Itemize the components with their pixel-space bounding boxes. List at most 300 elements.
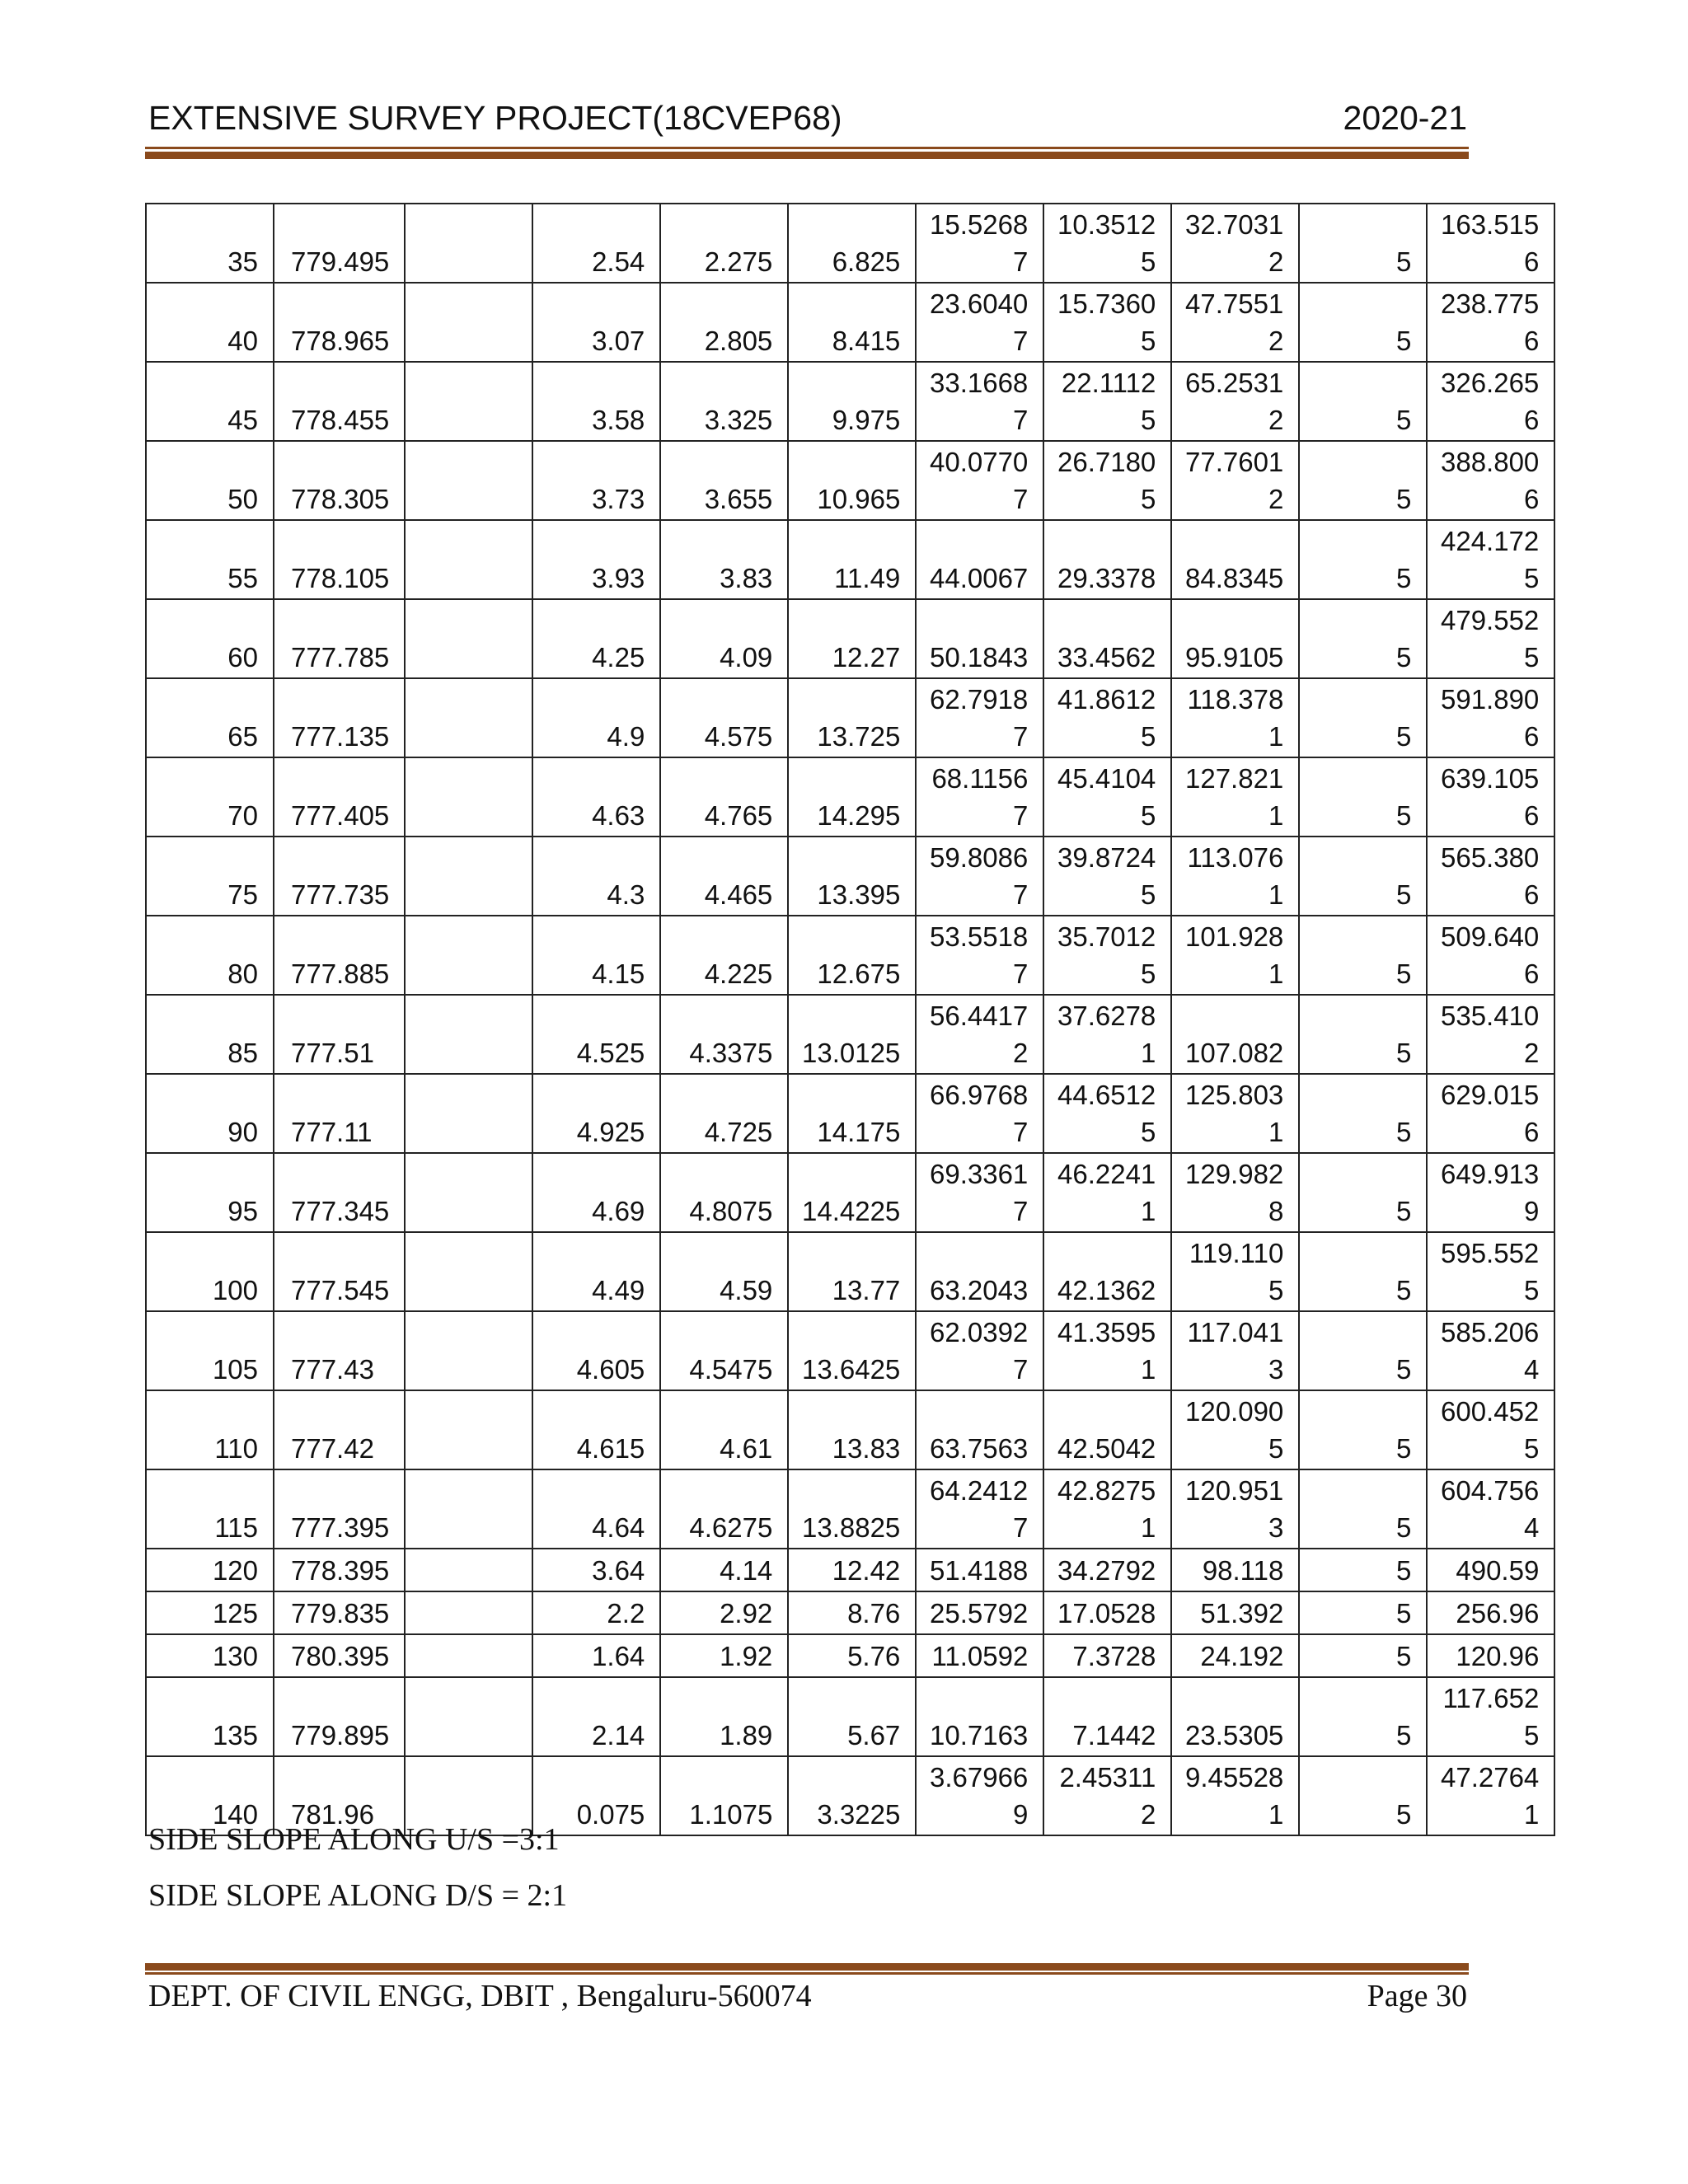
table-cell: 10.7163 bbox=[916, 1677, 1043, 1756]
table-cell: 777.785 bbox=[274, 599, 405, 678]
cell-text-line2: 1 bbox=[1268, 800, 1284, 831]
table-cell: 5 bbox=[1299, 1756, 1427, 1835]
table-cell bbox=[405, 1549, 532, 1591]
table-cell bbox=[916, 995, 1043, 1074]
table-cell: 70 bbox=[146, 757, 274, 837]
cell-text-line2: 2 bbox=[1140, 1799, 1156, 1830]
cell-text-line2: 5 bbox=[1523, 563, 1540, 593]
table-cell bbox=[1043, 1074, 1171, 1153]
cell-text-line2: 7 bbox=[1012, 405, 1029, 435]
table-cell: 1.89 bbox=[660, 1677, 788, 1756]
table-cell bbox=[1427, 204, 1554, 283]
cell-text-line2: 5 bbox=[1268, 1275, 1284, 1305]
cell-text-line2: 5 bbox=[1140, 721, 1156, 752]
cell-text-line1: 125.803 bbox=[1185, 1080, 1284, 1110]
table-cell: 5 bbox=[1299, 1153, 1427, 1232]
table-cell: 12.675 bbox=[788, 916, 916, 995]
table-cell: 778.305 bbox=[274, 441, 405, 520]
table-cell bbox=[916, 1756, 1043, 1835]
footer-department: DEPT. OF CIVIL ENGG, DBIT , Bengaluru-560074 bbox=[148, 1979, 812, 2013]
table-cell: 100 bbox=[146, 1232, 274, 1311]
table-cell bbox=[405, 916, 532, 995]
table-cell bbox=[1427, 1074, 1554, 1153]
table-cell: 256.96 bbox=[1427, 1591, 1554, 1634]
table-cell bbox=[405, 1677, 532, 1756]
table-cell bbox=[916, 204, 1043, 283]
table-cell: 12.27 bbox=[788, 599, 916, 678]
table-cell: 4.8075 bbox=[660, 1153, 788, 1232]
table-cell: 5 bbox=[1299, 1549, 1427, 1591]
table-cell: 1.92 bbox=[660, 1634, 788, 1677]
table-cell: 85 bbox=[146, 995, 274, 1074]
cell-text-line1: 10.3512 bbox=[1057, 209, 1156, 240]
table-cell bbox=[1427, 1153, 1554, 1232]
cell-text-line2: 1 bbox=[1268, 1799, 1284, 1830]
table-cell: 2.805 bbox=[660, 283, 788, 362]
table-cell bbox=[1427, 362, 1554, 441]
cell-text-line2: 2 bbox=[1523, 1038, 1540, 1068]
cell-text-line1: 127.821 bbox=[1185, 763, 1284, 794]
table-cell: 3.325 bbox=[660, 362, 788, 441]
cell-text-line2: 5 bbox=[1523, 1720, 1540, 1750]
table-cell: 3.07 bbox=[532, 283, 660, 362]
table-cell: 3.93 bbox=[532, 520, 660, 599]
cell-text-line1: 66.9768 bbox=[930, 1080, 1029, 1110]
table-cell: 2.275 bbox=[660, 204, 788, 283]
cell-text-line1: 3.67966 bbox=[930, 1762, 1029, 1793]
table-cell: 777.51 bbox=[274, 995, 405, 1074]
table-cell bbox=[405, 362, 532, 441]
table-cell: 4.14 bbox=[660, 1549, 788, 1591]
table-cell: 5 bbox=[1299, 1634, 1427, 1677]
table-cell: 120 bbox=[146, 1549, 274, 1591]
table-cell bbox=[1427, 1756, 1554, 1835]
table-cell bbox=[1427, 1469, 1554, 1549]
table-cell: 779.495 bbox=[274, 204, 405, 283]
table-cell: 2.2 bbox=[532, 1591, 660, 1634]
table-cell: 80 bbox=[146, 916, 274, 995]
cell-text-line2: 2 bbox=[1268, 246, 1284, 277]
cell-text-line1: 44.6512 bbox=[1057, 1080, 1156, 1110]
table-cell: 7.1442 bbox=[1043, 1677, 1171, 1756]
cell-text-line2: 7 bbox=[1012, 1512, 1029, 1543]
table-cell: 2.54 bbox=[532, 204, 660, 283]
table-row bbox=[146, 837, 1554, 916]
table-cell: 777.43 bbox=[274, 1311, 405, 1390]
table-cell bbox=[405, 520, 532, 599]
cell-text-line1: 47.2764 bbox=[1441, 1762, 1540, 1793]
cell-text-line2: 2 bbox=[1268, 405, 1284, 435]
table-row bbox=[146, 283, 1554, 362]
table-cell: 5 bbox=[1299, 1591, 1427, 1634]
table-cell bbox=[1043, 1311, 1171, 1390]
table-cell: 5 bbox=[1299, 520, 1427, 599]
table-cell bbox=[1171, 1469, 1299, 1549]
table-cell bbox=[1427, 599, 1554, 678]
cell-text-line2: 1 bbox=[1140, 1512, 1156, 1543]
table-cell: 98.118 bbox=[1171, 1549, 1299, 1591]
table-row bbox=[146, 599, 1554, 678]
table-cell bbox=[1427, 757, 1554, 837]
table-row bbox=[146, 1677, 1554, 1756]
table-cell: 95.9105 bbox=[1171, 599, 1299, 678]
cell-text-line2: 4 bbox=[1523, 1512, 1540, 1543]
table-cell: 51.392 bbox=[1171, 1591, 1299, 1634]
table-cell: 3.73 bbox=[532, 441, 660, 520]
table-cell: 777.395 bbox=[274, 1469, 405, 1549]
table-cell: 0.075 bbox=[532, 1756, 660, 1835]
table-cell bbox=[1171, 1232, 1299, 1311]
table-row bbox=[146, 1469, 1554, 1549]
table-cell bbox=[916, 1311, 1043, 1390]
cell-text-line1: 2.45311 bbox=[1059, 1762, 1156, 1793]
cell-text-line2: 5 bbox=[1140, 405, 1156, 435]
table-row bbox=[146, 1591, 1554, 1634]
cell-text-line1: 509.640 bbox=[1441, 921, 1540, 952]
table-cell bbox=[405, 441, 532, 520]
cell-text-line2: 7 bbox=[1012, 1354, 1029, 1385]
table-row bbox=[146, 995, 1554, 1074]
table-cell: 4.3 bbox=[532, 837, 660, 916]
cell-text-line2: 1 bbox=[1268, 958, 1284, 989]
table-cell: 4.765 bbox=[660, 757, 788, 837]
table-cell: 4.575 bbox=[660, 678, 788, 757]
table-cell: 50 bbox=[146, 441, 274, 520]
table-cell: 42.5042 bbox=[1043, 1390, 1171, 1469]
table-cell bbox=[916, 916, 1043, 995]
cell-text-line2: 5 bbox=[1523, 1433, 1540, 1464]
table-cell: 44.0067 bbox=[916, 520, 1043, 599]
table-cell: 14.295 bbox=[788, 757, 916, 837]
table-cell: 107.082 bbox=[1171, 995, 1299, 1074]
footer-rule-thick bbox=[145, 1963, 1469, 1971]
table-cell bbox=[405, 1311, 532, 1390]
cell-text-line1: 62.0392 bbox=[930, 1317, 1029, 1347]
cell-text-line2: 7 bbox=[1012, 326, 1029, 356]
cell-text-line1: 639.105 bbox=[1441, 763, 1540, 794]
table-cell bbox=[1043, 441, 1171, 520]
table-cell: 45 bbox=[146, 362, 274, 441]
table-cell: 7.3728 bbox=[1043, 1634, 1171, 1677]
table-cell: 777.545 bbox=[274, 1232, 405, 1311]
table-cell: 3.64 bbox=[532, 1549, 660, 1591]
table-cell: 6.825 bbox=[788, 204, 916, 283]
cell-text-line2: 3 bbox=[1268, 1354, 1284, 1385]
table-cell bbox=[1427, 520, 1554, 599]
table-cell: 51.4188 bbox=[916, 1549, 1043, 1591]
cell-text-line1: 585.206 bbox=[1441, 1317, 1540, 1347]
cell-text-line1: 118.378 bbox=[1187, 684, 1284, 715]
cell-text-line1: 37.6278 bbox=[1057, 1001, 1156, 1031]
table-cell bbox=[916, 1469, 1043, 1549]
cell-text-line1: 565.380 bbox=[1441, 842, 1540, 873]
table-cell: 1.1075 bbox=[660, 1756, 788, 1835]
table-cell: 5 bbox=[1299, 1677, 1427, 1756]
cell-text-line1: 595.552 bbox=[1441, 1238, 1540, 1268]
table-cell bbox=[1427, 995, 1554, 1074]
cell-text-line2: 1 bbox=[1268, 721, 1284, 752]
table-cell: 11.49 bbox=[788, 520, 916, 599]
cell-text-line2: 4 bbox=[1523, 1354, 1540, 1385]
table-cell: 4.61 bbox=[660, 1390, 788, 1469]
table-cell: 50.1843 bbox=[916, 599, 1043, 678]
cell-text-line1: 101.928 bbox=[1185, 921, 1284, 952]
cell-text-line1: 42.8275 bbox=[1057, 1475, 1156, 1506]
cell-text-line1: 32.7031 bbox=[1185, 209, 1284, 240]
cell-text-line2: 3 bbox=[1268, 1512, 1284, 1543]
table-cell bbox=[1171, 204, 1299, 283]
cell-text-line1: 535.410 bbox=[1441, 1001, 1540, 1031]
table-cell bbox=[1171, 441, 1299, 520]
table-cell: 779.895 bbox=[274, 1677, 405, 1756]
table-row bbox=[146, 204, 1554, 283]
header-rule-thin bbox=[145, 147, 1469, 149]
table-cell: 3.58 bbox=[532, 362, 660, 441]
table-cell: 5 bbox=[1299, 362, 1427, 441]
table-cell bbox=[405, 1153, 532, 1232]
cell-text-line1: 26.7180 bbox=[1057, 447, 1156, 477]
table-cell: 3.3225 bbox=[788, 1756, 916, 1835]
us-slope-note: SIDE SLOPE ALONG U/S =3:1 bbox=[148, 1822, 560, 1857]
table-cell bbox=[1043, 362, 1171, 441]
cell-text-line2: 2 bbox=[1012, 1038, 1029, 1068]
cell-text-line1: 479.552 bbox=[1441, 605, 1540, 635]
table-cell bbox=[1171, 1074, 1299, 1153]
table-cell bbox=[1171, 757, 1299, 837]
table-cell: 125 bbox=[146, 1591, 274, 1634]
table-cell bbox=[916, 1074, 1043, 1153]
table-cell: 4.49 bbox=[532, 1232, 660, 1311]
table-cell bbox=[1043, 1153, 1171, 1232]
cell-text-line1: 59.8086 bbox=[930, 842, 1029, 873]
cell-text-line2: 1 bbox=[1140, 1354, 1156, 1385]
cell-text-line1: 64.2412 bbox=[930, 1475, 1029, 1506]
cell-text-line2: 6 bbox=[1523, 484, 1540, 514]
table-cell: 4.59 bbox=[660, 1232, 788, 1311]
table-cell bbox=[1043, 916, 1171, 995]
cell-text-line2: 9 bbox=[1523, 1196, 1540, 1226]
table-cell: 63.7563 bbox=[916, 1390, 1043, 1469]
table-row bbox=[146, 1390, 1554, 1469]
cell-text-line1: 39.8724 bbox=[1057, 842, 1156, 873]
cell-text-line2: 1 bbox=[1523, 1799, 1540, 1830]
table-cell: 90 bbox=[146, 1074, 274, 1153]
table-cell: 2.14 bbox=[532, 1677, 660, 1756]
table-cell: 13.395 bbox=[788, 837, 916, 916]
table-cell: 25.5792 bbox=[916, 1591, 1043, 1634]
table-cell bbox=[405, 678, 532, 757]
table-cell: 4.6275 bbox=[660, 1469, 788, 1549]
table-cell: 13.0125 bbox=[788, 995, 916, 1074]
table-cell bbox=[916, 362, 1043, 441]
table-cell: 781.96 bbox=[274, 1756, 405, 1835]
table-cell bbox=[405, 1232, 532, 1311]
table-cell bbox=[1043, 678, 1171, 757]
table-cell: 4.615 bbox=[532, 1390, 660, 1469]
table-cell: 5.76 bbox=[788, 1634, 916, 1677]
table-cell bbox=[1427, 1232, 1554, 1311]
table-row bbox=[146, 916, 1554, 995]
cell-text-line1: 65.2531 bbox=[1185, 368, 1284, 398]
cell-text-line2: 7 bbox=[1012, 1196, 1029, 1226]
table-row bbox=[146, 1232, 1554, 1311]
table-cell: 34.2792 bbox=[1043, 1549, 1171, 1591]
table-cell bbox=[1427, 678, 1554, 757]
cell-text-line1: 62.7918 bbox=[930, 684, 1029, 715]
table-row bbox=[146, 1153, 1554, 1232]
table-cell: 140 bbox=[146, 1756, 274, 1835]
cell-text-line2: 7 bbox=[1012, 958, 1029, 989]
table-cell bbox=[1043, 1756, 1171, 1835]
table-cell: 4.25 bbox=[532, 599, 660, 678]
table-cell bbox=[405, 1074, 532, 1153]
cell-text-line2: 2 bbox=[1268, 484, 1284, 514]
table-cell: 2.92 bbox=[660, 1591, 788, 1634]
table-cell bbox=[1427, 1390, 1554, 1469]
table-row bbox=[146, 678, 1554, 757]
table-cell: 11.0592 bbox=[916, 1634, 1043, 1677]
cell-text-line1: 120.951 bbox=[1185, 1475, 1284, 1506]
table-cell bbox=[916, 678, 1043, 757]
table-cell bbox=[1427, 1311, 1554, 1390]
table-cell: 780.395 bbox=[274, 1634, 405, 1677]
cell-text-line1: 46.2241 bbox=[1057, 1159, 1156, 1189]
cell-text-line1: 56.4417 bbox=[930, 1001, 1029, 1031]
table-cell: 5 bbox=[1299, 1469, 1427, 1549]
table-cell: 778.395 bbox=[274, 1549, 405, 1591]
cell-text-line1: 41.3595 bbox=[1057, 1317, 1156, 1347]
table-row bbox=[146, 1311, 1554, 1390]
table-cell: 1.64 bbox=[532, 1634, 660, 1677]
table-cell bbox=[916, 1153, 1043, 1232]
table-cell: 75 bbox=[146, 837, 274, 916]
table-cell: 42.1362 bbox=[1043, 1232, 1171, 1311]
table-cell bbox=[916, 283, 1043, 362]
header-rule-thick bbox=[145, 152, 1469, 159]
table-row bbox=[146, 520, 1554, 599]
table-cell bbox=[1171, 283, 1299, 362]
table-cell: 8.76 bbox=[788, 1591, 916, 1634]
cell-text-line2: 5 bbox=[1268, 1433, 1284, 1464]
table-cell bbox=[405, 1591, 532, 1634]
table-cell: 5 bbox=[1299, 757, 1427, 837]
table-cell bbox=[1427, 441, 1554, 520]
cell-text-line1: 424.172 bbox=[1441, 526, 1540, 556]
header-title: EXTENSIVE SURVEY PROJECT(18CVEP68) bbox=[148, 99, 842, 137]
table-cell bbox=[1043, 1469, 1171, 1549]
cell-text-line1: 629.015 bbox=[1441, 1080, 1540, 1110]
cell-text-line2: 6 bbox=[1523, 1117, 1540, 1147]
table-body bbox=[146, 204, 1554, 1835]
cell-text-line1: 40.0770 bbox=[930, 447, 1029, 477]
table-cell: 490.59 bbox=[1427, 1549, 1554, 1591]
cell-text-line2: 7 bbox=[1012, 1117, 1029, 1147]
table-row bbox=[146, 441, 1554, 520]
table-cell bbox=[1427, 916, 1554, 995]
table-cell: 14.175 bbox=[788, 1074, 916, 1153]
table-cell: 60 bbox=[146, 599, 274, 678]
table-cell: 777.885 bbox=[274, 916, 405, 995]
table-cell: 10.965 bbox=[788, 441, 916, 520]
table-cell: 5 bbox=[1299, 1232, 1427, 1311]
table-cell: 5 bbox=[1299, 599, 1427, 678]
cell-text-line2: 6 bbox=[1523, 246, 1540, 277]
cell-text-line1: 163.515 bbox=[1441, 209, 1540, 240]
cell-text-line1: 591.890 bbox=[1441, 684, 1540, 715]
table-cell bbox=[405, 283, 532, 362]
table-cell: 778.105 bbox=[274, 520, 405, 599]
table-row bbox=[146, 1549, 1554, 1591]
cell-text-line1: 47.7551 bbox=[1185, 288, 1284, 319]
cell-text-line2: 1 bbox=[1268, 1117, 1284, 1147]
table-cell: 13.77 bbox=[788, 1232, 916, 1311]
cell-text-line1: 600.452 bbox=[1441, 1396, 1540, 1427]
table-cell: 5 bbox=[1299, 204, 1427, 283]
cell-text-line1: 77.7601 bbox=[1185, 447, 1284, 477]
table-cell: 5 bbox=[1299, 1390, 1427, 1469]
cell-text-line2: 8 bbox=[1268, 1196, 1284, 1226]
cell-text-line2: 5 bbox=[1140, 800, 1156, 831]
table-cell: 5.67 bbox=[788, 1677, 916, 1756]
table-cell bbox=[1171, 916, 1299, 995]
table-cell: 8.415 bbox=[788, 283, 916, 362]
cell-text-line1: 15.7360 bbox=[1057, 288, 1156, 319]
cell-text-line1: 33.1668 bbox=[930, 368, 1029, 398]
ds-slope-note: SIDE SLOPE ALONG D/S = 2:1 bbox=[148, 1878, 568, 1913]
table-cell: 777.11 bbox=[274, 1074, 405, 1153]
cell-text-line1: 113.076 bbox=[1187, 842, 1284, 873]
table-cell bbox=[916, 757, 1043, 837]
table-cell: 65 bbox=[146, 678, 274, 757]
table-cell: 4.15 bbox=[532, 916, 660, 995]
table-cell: 4.3375 bbox=[660, 995, 788, 1074]
table-cell: 777.405 bbox=[274, 757, 405, 837]
table-cell: 55 bbox=[146, 520, 274, 599]
table-cell: 778.965 bbox=[274, 283, 405, 362]
table-row bbox=[146, 362, 1554, 441]
table-cell bbox=[916, 837, 1043, 916]
table-row bbox=[146, 757, 1554, 837]
cell-text-line1: 117.652 bbox=[1442, 1683, 1540, 1713]
table-cell: 5 bbox=[1299, 837, 1427, 916]
cell-text-line2: 6 bbox=[1523, 721, 1540, 752]
footer-rule-thin bbox=[145, 1972, 1469, 1975]
cell-text-line1: 41.8612 bbox=[1057, 684, 1156, 715]
table-cell bbox=[405, 757, 532, 837]
table-cell: 5 bbox=[1299, 678, 1427, 757]
cell-text-line2: 5 bbox=[1140, 1117, 1156, 1147]
table-cell bbox=[1171, 1153, 1299, 1232]
table-cell: 777.345 bbox=[274, 1153, 405, 1232]
table-cell: 40 bbox=[146, 283, 274, 362]
table-cell bbox=[1427, 283, 1554, 362]
table-cell bbox=[1171, 1390, 1299, 1469]
table-cell: 5 bbox=[1299, 441, 1427, 520]
table-cell: 4.925 bbox=[532, 1074, 660, 1153]
table-cell: 779.835 bbox=[274, 1591, 405, 1634]
table-cell: 12.42 bbox=[788, 1549, 916, 1591]
cell-text-line2: 5 bbox=[1140, 958, 1156, 989]
table-cell: 95 bbox=[146, 1153, 274, 1232]
cell-text-line2: 9 bbox=[1012, 1799, 1029, 1830]
table-cell bbox=[1427, 1677, 1554, 1756]
cell-text-line1: 238.775 bbox=[1441, 288, 1540, 319]
table-cell: 5 bbox=[1299, 916, 1427, 995]
table-cell: 4.5475 bbox=[660, 1311, 788, 1390]
table-cell: 777.42 bbox=[274, 1390, 405, 1469]
table-row bbox=[146, 1634, 1554, 1677]
table-cell bbox=[1043, 283, 1171, 362]
